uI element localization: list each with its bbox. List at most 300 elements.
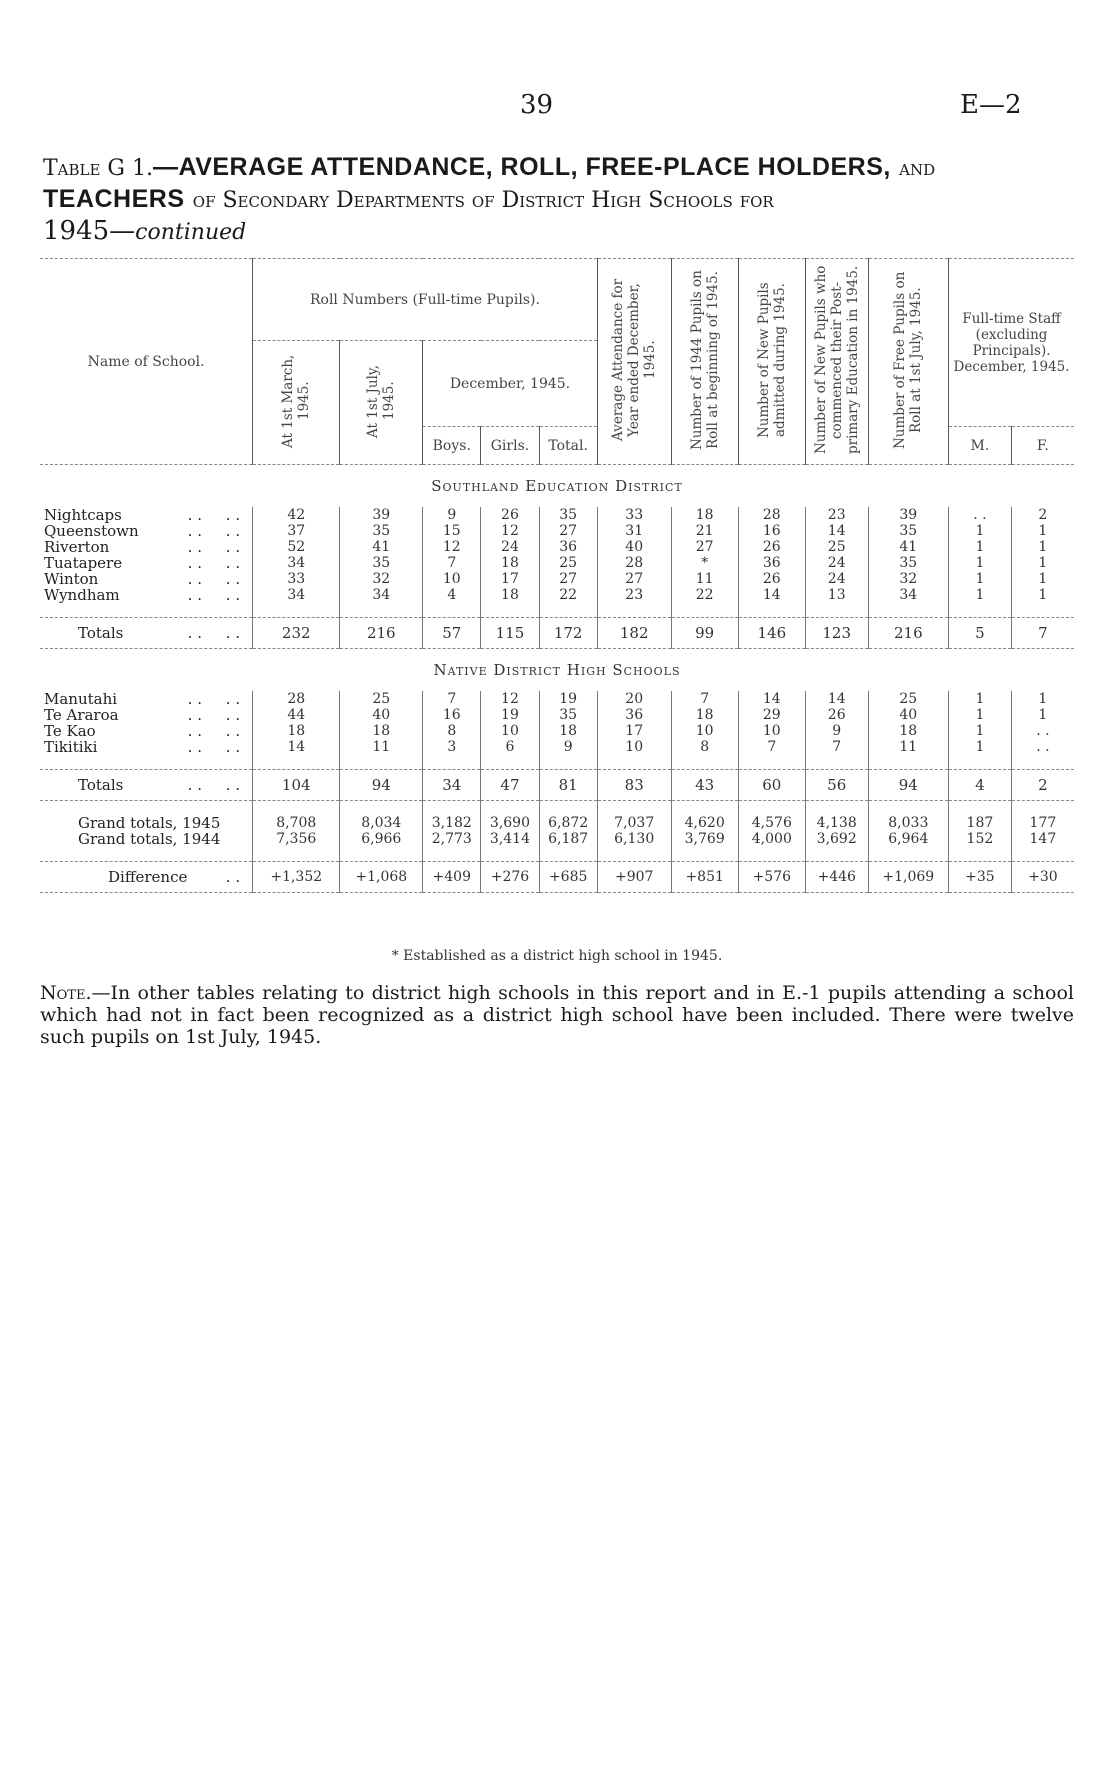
data-cell: 3,690 bbox=[481, 815, 539, 831]
data-cell: 34 bbox=[253, 587, 340, 603]
data-cell: 2 bbox=[1011, 507, 1074, 523]
row-label bbox=[40, 539, 253, 555]
data-cell: 10 bbox=[738, 723, 805, 739]
data-cell: 1 bbox=[1011, 539, 1074, 555]
data-cell: 18 bbox=[340, 723, 423, 739]
table-row bbox=[40, 739, 1074, 755]
data-cell: 27 bbox=[671, 539, 738, 555]
data-cell: 17 bbox=[597, 723, 671, 739]
col-staff-header: Full-time Staff (excluding Principals). December, 1945. bbox=[949, 259, 1074, 427]
school-name: Tikitiki bbox=[44, 738, 98, 756]
data-cell: 14 bbox=[738, 587, 805, 603]
data-cell: 10 bbox=[671, 723, 738, 739]
school-name: Winton bbox=[44, 570, 99, 588]
spacer-cell bbox=[539, 801, 597, 816]
data-cell: 39 bbox=[340, 507, 423, 523]
data-cell: 2 bbox=[1011, 770, 1074, 801]
spacer-cell bbox=[340, 755, 423, 770]
data-cell: 1 bbox=[1011, 523, 1074, 539]
data-cell: 7 bbox=[805, 739, 868, 755]
data-cell: 187 bbox=[949, 815, 1012, 831]
spacer-cell bbox=[805, 755, 868, 770]
col-boys-header: Boys. bbox=[423, 427, 481, 465]
data-cell: 18 bbox=[481, 587, 539, 603]
data-cell: 34 bbox=[253, 555, 340, 571]
data-cell: 34 bbox=[868, 587, 949, 603]
spacer-cell bbox=[671, 801, 738, 816]
data-cell: 18 bbox=[539, 723, 597, 739]
data-cell: 6 bbox=[481, 739, 539, 755]
spacer-cell bbox=[340, 847, 423, 862]
table-row bbox=[40, 507, 1074, 523]
data-cell: 152 bbox=[949, 831, 1012, 847]
leader-dots: . . . . bbox=[187, 554, 241, 572]
spacer-cell bbox=[423, 603, 481, 618]
spacer-cell bbox=[949, 603, 1012, 618]
col-total-header: Total. bbox=[539, 427, 597, 465]
totals-row-native bbox=[40, 770, 1074, 801]
data-cell: 6,187 bbox=[539, 831, 597, 847]
spacer-cell bbox=[671, 755, 738, 770]
spacer-cell bbox=[40, 603, 253, 618]
data-cell: 29 bbox=[738, 707, 805, 723]
table-row bbox=[40, 523, 1074, 539]
data-cell: 1 bbox=[949, 539, 1012, 555]
data-cell: 172 bbox=[539, 618, 597, 649]
title-bold: —AVERAGE ATTENDANCE, ROLL, FREE-PLACE HOLDERS, bbox=[153, 153, 891, 181]
row-label bbox=[40, 815, 253, 831]
data-cell: 146 bbox=[738, 618, 805, 649]
school-name: Tuatapere bbox=[44, 554, 123, 572]
data-cell: 1 bbox=[949, 555, 1012, 571]
data-cell: 99 bbox=[671, 618, 738, 649]
row-label bbox=[40, 523, 253, 539]
row-label bbox=[40, 507, 253, 523]
school-name: Riverton bbox=[44, 538, 110, 556]
spacer-cell bbox=[868, 755, 949, 770]
row-label bbox=[40, 739, 253, 755]
data-cell: 39 bbox=[868, 507, 949, 523]
data-cell: 83 bbox=[597, 770, 671, 801]
section-heading: Southland Education District bbox=[431, 477, 683, 495]
col-roll-header: Roll Numbers (Full-time Pupils). bbox=[253, 259, 598, 341]
school-name: Te Kao bbox=[44, 722, 96, 740]
school-name: Te Araroa bbox=[44, 706, 119, 724]
page-reference: E—2 bbox=[960, 90, 1022, 120]
spacer-cell bbox=[597, 801, 671, 816]
data-cell: 216 bbox=[868, 618, 949, 649]
row-label bbox=[40, 571, 253, 587]
data-cell: 28 bbox=[738, 507, 805, 523]
col-december-header: December, 1945. bbox=[423, 341, 598, 427]
data-cell: 7 bbox=[671, 691, 738, 707]
spacer-cell bbox=[423, 801, 481, 816]
spacer-cell bbox=[1011, 603, 1074, 618]
grand-total-row bbox=[40, 831, 1074, 847]
data-cell: 28 bbox=[597, 555, 671, 571]
spacer-cell bbox=[481, 801, 539, 816]
spacer-cell bbox=[805, 801, 868, 816]
spacer-cell bbox=[481, 847, 539, 862]
title-bold-2: TEACHERS bbox=[43, 185, 185, 213]
data-cell: 16 bbox=[738, 523, 805, 539]
data-cell: +685 bbox=[539, 862, 597, 893]
data-cell: 4 bbox=[949, 770, 1012, 801]
data-cell: 8,708 bbox=[253, 815, 340, 831]
data-cell: 16 bbox=[423, 707, 481, 723]
grand-total-row bbox=[40, 815, 1074, 831]
data-cell: 1 bbox=[1011, 691, 1074, 707]
data-cell: 12 bbox=[481, 691, 539, 707]
data-cell: +446 bbox=[805, 862, 868, 893]
spacer-cell bbox=[40, 801, 253, 816]
data-cell: 18 bbox=[868, 723, 949, 739]
spacer-cell bbox=[253, 603, 340, 618]
difference-row bbox=[40, 862, 1074, 893]
data-cell: 9 bbox=[805, 723, 868, 739]
data-cell: 1 bbox=[1011, 571, 1074, 587]
spacer-cell bbox=[738, 801, 805, 816]
school-name: Grand totals, 1945 bbox=[78, 814, 221, 832]
data-cell: 35 bbox=[340, 523, 423, 539]
data-cell: 1 bbox=[949, 571, 1012, 587]
section-native bbox=[40, 649, 1074, 692]
data-cell: 19 bbox=[481, 707, 539, 723]
totals-row-southland bbox=[40, 618, 1074, 649]
note-lead: Note. bbox=[40, 982, 92, 1004]
spacer-cell bbox=[539, 603, 597, 618]
spacer-cell bbox=[481, 755, 539, 770]
data-cell: 21 bbox=[671, 523, 738, 539]
col-new-header: Number of New Pupils admitted during 1945. bbox=[738, 259, 805, 465]
leader-dots: . . . . bbox=[187, 538, 241, 556]
data-cell: 26 bbox=[738, 571, 805, 587]
data-cell: 40 bbox=[597, 539, 671, 555]
school-name: Wyndham bbox=[44, 586, 120, 604]
spacer-row bbox=[40, 801, 1074, 816]
data-cell: * bbox=[671, 555, 738, 571]
data-cell: 4,576 bbox=[738, 815, 805, 831]
data-cell: 1 bbox=[949, 587, 1012, 603]
data-cell: 7,356 bbox=[253, 831, 340, 847]
col-newpost-header: Number of New Pupils who commenced their Post-primary Education in 1945. bbox=[805, 259, 868, 465]
row-label bbox=[40, 587, 253, 603]
data-cell: 81 bbox=[539, 770, 597, 801]
spacer-cell bbox=[805, 847, 868, 862]
data-cell: 10 bbox=[481, 723, 539, 739]
data-cell: 19 bbox=[539, 691, 597, 707]
data-cell: +409 bbox=[423, 862, 481, 893]
title-and: and bbox=[899, 156, 936, 181]
data-cell: 4,138 bbox=[805, 815, 868, 831]
spacer-cell bbox=[597, 755, 671, 770]
data-cell: 32 bbox=[340, 571, 423, 587]
data-cell: 25 bbox=[868, 691, 949, 707]
data-cell: 94 bbox=[340, 770, 423, 801]
spacer-cell bbox=[868, 847, 949, 862]
note-text: —In other tables relating to district high schools in this report and in E.-1 pupils attending a school which had not in fact been recognized as a district high school have been included. There were twelve such pupils on 1st July, 1945. bbox=[40, 982, 1074, 1048]
data-cell: 12 bbox=[423, 539, 481, 555]
data-cell: 52 bbox=[253, 539, 340, 555]
note-paragraph bbox=[40, 982, 1074, 1048]
school-name: Grand totals, 1944 bbox=[78, 830, 221, 848]
data-cell: 43 bbox=[671, 770, 738, 801]
data-cell: 6,964 bbox=[868, 831, 949, 847]
spacer-cell bbox=[481, 603, 539, 618]
spacer-cell bbox=[671, 603, 738, 618]
row-label bbox=[40, 831, 253, 847]
data-cell: 31 bbox=[597, 523, 671, 539]
data-cell: 26 bbox=[481, 507, 539, 523]
data-cell: +1,069 bbox=[868, 862, 949, 893]
spacer-cell bbox=[868, 603, 949, 618]
title-rest: of Secondary Departments of District High Schools for bbox=[192, 188, 774, 213]
data-cell: 35 bbox=[539, 507, 597, 523]
row-label bbox=[40, 770, 253, 801]
table-row bbox=[40, 539, 1074, 555]
data-cell: 47 bbox=[481, 770, 539, 801]
data-cell: 7 bbox=[738, 739, 805, 755]
data-cell: 24 bbox=[805, 571, 868, 587]
data-cell: 2,773 bbox=[423, 831, 481, 847]
data-cell: 3 bbox=[423, 739, 481, 755]
data-cell: 57 bbox=[423, 618, 481, 649]
col-avg-header: Average Attendance for Year ended December, 1945. bbox=[597, 259, 671, 465]
footnote: * Established as a district high school in 1945. bbox=[391, 948, 723, 964]
data-cell: 3,414 bbox=[481, 831, 539, 847]
spacer-cell bbox=[671, 847, 738, 862]
data-cell: 8,034 bbox=[340, 815, 423, 831]
spacer-cell bbox=[949, 847, 1012, 862]
data-cell: 40 bbox=[868, 707, 949, 723]
col-free-header: Number of Free Pupils on Roll at 1st July, 1945. bbox=[868, 259, 949, 465]
data-cell: 34 bbox=[340, 587, 423, 603]
data-cell: 35 bbox=[868, 555, 949, 571]
data-cell: 24 bbox=[481, 539, 539, 555]
data-cell: 11 bbox=[340, 739, 423, 755]
data-cell: 1 bbox=[1011, 707, 1074, 723]
data-cell: 36 bbox=[738, 555, 805, 571]
data-cell: 37 bbox=[253, 523, 340, 539]
spacer-cell bbox=[423, 847, 481, 862]
data-cell: . . bbox=[949, 507, 1012, 523]
data-cell: 22 bbox=[671, 587, 738, 603]
spacer-cell bbox=[738, 755, 805, 770]
data-cell: 4,620 bbox=[671, 815, 738, 831]
table-row bbox=[40, 723, 1074, 739]
row-label bbox=[40, 555, 253, 571]
data-cell: 3,769 bbox=[671, 831, 738, 847]
data-cell: 35 bbox=[868, 523, 949, 539]
data-cell: 1 bbox=[949, 723, 1012, 739]
leader-dots: . . . . bbox=[187, 706, 241, 724]
col-f-header: F. bbox=[1011, 427, 1074, 465]
leader-dots: . . . . bbox=[187, 722, 241, 740]
spacer-cell bbox=[738, 847, 805, 862]
data-cell: 25 bbox=[539, 555, 597, 571]
spacer-cell bbox=[868, 801, 949, 816]
row-label bbox=[40, 707, 253, 723]
spacer-cell bbox=[539, 847, 597, 862]
data-cell: 44 bbox=[253, 707, 340, 723]
data-cell: 60 bbox=[738, 770, 805, 801]
spacer-cell bbox=[738, 603, 805, 618]
spacer-cell bbox=[597, 603, 671, 618]
data-cell: 18 bbox=[671, 507, 738, 523]
data-cell: 5 bbox=[949, 618, 1012, 649]
data-cell: 9 bbox=[423, 507, 481, 523]
data-cell: 216 bbox=[340, 618, 423, 649]
school-name: Nightcaps bbox=[44, 506, 122, 524]
data-cell: 232 bbox=[253, 618, 340, 649]
section-heading: Native District High Schools bbox=[433, 661, 681, 679]
page-number: 39 bbox=[520, 90, 554, 120]
data-cell: 1 bbox=[949, 707, 1012, 723]
spacer-cell bbox=[949, 801, 1012, 816]
data-cell: 6,966 bbox=[340, 831, 423, 847]
table-row bbox=[40, 555, 1074, 571]
attendance-table bbox=[40, 258, 1074, 893]
data-cell: 36 bbox=[539, 539, 597, 555]
table-row bbox=[40, 587, 1074, 603]
spacer-cell bbox=[340, 801, 423, 816]
leader-dots: . . . . bbox=[187, 624, 241, 642]
data-cell: 4,000 bbox=[738, 831, 805, 847]
data-cell: +1,352 bbox=[253, 862, 340, 893]
data-cell: 17 bbox=[481, 571, 539, 587]
table-row bbox=[40, 707, 1074, 723]
data-cell: 23 bbox=[805, 507, 868, 523]
data-cell: 25 bbox=[340, 691, 423, 707]
data-cell: . . bbox=[1011, 739, 1074, 755]
data-cell: 15 bbox=[423, 523, 481, 539]
row-label bbox=[40, 862, 253, 893]
data-cell: 3,182 bbox=[423, 815, 481, 831]
row-label bbox=[40, 723, 253, 739]
leader-dots: . . bbox=[225, 868, 241, 886]
school-name: Totals bbox=[78, 624, 124, 642]
data-cell: 1 bbox=[949, 523, 1012, 539]
spacer-cell bbox=[1011, 847, 1074, 862]
data-cell: 41 bbox=[868, 539, 949, 555]
data-cell: 6,872 bbox=[539, 815, 597, 831]
data-cell: +30 bbox=[1011, 862, 1074, 893]
data-cell: 20 bbox=[597, 691, 671, 707]
data-cell: 12 bbox=[481, 523, 539, 539]
data-cell: 8,033 bbox=[868, 815, 949, 831]
data-cell: 41 bbox=[340, 539, 423, 555]
col-march-header: At 1st March, 1945. bbox=[253, 341, 340, 465]
data-cell: 94 bbox=[868, 770, 949, 801]
spacer-row bbox=[40, 847, 1074, 862]
data-cell: 11 bbox=[671, 571, 738, 587]
spacer-cell bbox=[597, 847, 671, 862]
data-cell: +35 bbox=[949, 862, 1012, 893]
data-cell: 32 bbox=[868, 571, 949, 587]
data-cell: 147 bbox=[1011, 831, 1074, 847]
spacer-cell bbox=[40, 847, 253, 862]
data-cell: 27 bbox=[597, 571, 671, 587]
leader-dots: . . . . bbox=[187, 506, 241, 524]
data-cell: 14 bbox=[805, 691, 868, 707]
title-prefix: Table G 1. bbox=[43, 156, 153, 181]
data-cell: 6,130 bbox=[597, 831, 671, 847]
table-row bbox=[40, 691, 1074, 707]
data-cell: 35 bbox=[539, 707, 597, 723]
data-cell: 1 bbox=[949, 739, 1012, 755]
col-girls-header: Girls. bbox=[481, 427, 539, 465]
spacer-cell bbox=[253, 755, 340, 770]
data-cell: 33 bbox=[253, 571, 340, 587]
data-cell: 22 bbox=[539, 587, 597, 603]
data-cell: 24 bbox=[805, 555, 868, 571]
data-cell: 7 bbox=[1011, 618, 1074, 649]
data-cell: 3,692 bbox=[805, 831, 868, 847]
col-name-header: Name of School. bbox=[87, 353, 205, 370]
table-body bbox=[40, 465, 1074, 893]
data-cell: 23 bbox=[597, 587, 671, 603]
data-cell: 115 bbox=[481, 618, 539, 649]
data-cell: 14 bbox=[738, 691, 805, 707]
data-cell: 18 bbox=[671, 707, 738, 723]
table-header bbox=[40, 259, 1074, 465]
data-cell: 14 bbox=[805, 523, 868, 539]
data-cell: 40 bbox=[340, 707, 423, 723]
data-cell: 26 bbox=[805, 707, 868, 723]
data-cell: 1 bbox=[1011, 587, 1074, 603]
spacer-cell bbox=[340, 603, 423, 618]
leader-dots: . . . . bbox=[187, 690, 241, 708]
data-cell: 1 bbox=[949, 691, 1012, 707]
spacer-cell bbox=[805, 603, 868, 618]
data-cell: 18 bbox=[481, 555, 539, 571]
spacer-cell bbox=[423, 755, 481, 770]
school-name: Difference bbox=[108, 868, 188, 886]
col-1944-header: Number of 1944 Pupils on Roll at beginning of 1945. bbox=[671, 259, 738, 465]
data-cell: 177 bbox=[1011, 815, 1074, 831]
data-cell: +576 bbox=[738, 862, 805, 893]
table-title bbox=[43, 152, 1063, 248]
spacer-row bbox=[40, 603, 1074, 618]
data-cell: +1,068 bbox=[340, 862, 423, 893]
data-cell: 28 bbox=[253, 691, 340, 707]
spacer-row bbox=[40, 755, 1074, 770]
data-cell: 7 bbox=[423, 691, 481, 707]
data-cell: 27 bbox=[539, 571, 597, 587]
data-cell: 10 bbox=[423, 571, 481, 587]
data-cell: +851 bbox=[671, 862, 738, 893]
data-cell: 42 bbox=[253, 507, 340, 523]
data-cell: 10 bbox=[597, 739, 671, 755]
leader-dots: . . . . bbox=[187, 522, 241, 540]
spacer-cell bbox=[1011, 801, 1074, 816]
col-july-header: At 1st July, 1945. bbox=[340, 341, 423, 465]
leader-dots: . . . . bbox=[187, 570, 241, 588]
title-continued: continued bbox=[135, 220, 247, 245]
spacer-cell bbox=[253, 847, 340, 862]
data-cell: 35 bbox=[340, 555, 423, 571]
row-label bbox=[40, 691, 253, 707]
spacer-cell bbox=[949, 755, 1012, 770]
data-cell: 56 bbox=[805, 770, 868, 801]
spacer-cell bbox=[539, 755, 597, 770]
spacer-cell bbox=[1011, 755, 1074, 770]
data-cell: 26 bbox=[738, 539, 805, 555]
leader-dots: . . . . bbox=[187, 776, 241, 794]
row-label bbox=[40, 618, 253, 649]
data-cell: 182 bbox=[597, 618, 671, 649]
data-cell: 104 bbox=[253, 770, 340, 801]
